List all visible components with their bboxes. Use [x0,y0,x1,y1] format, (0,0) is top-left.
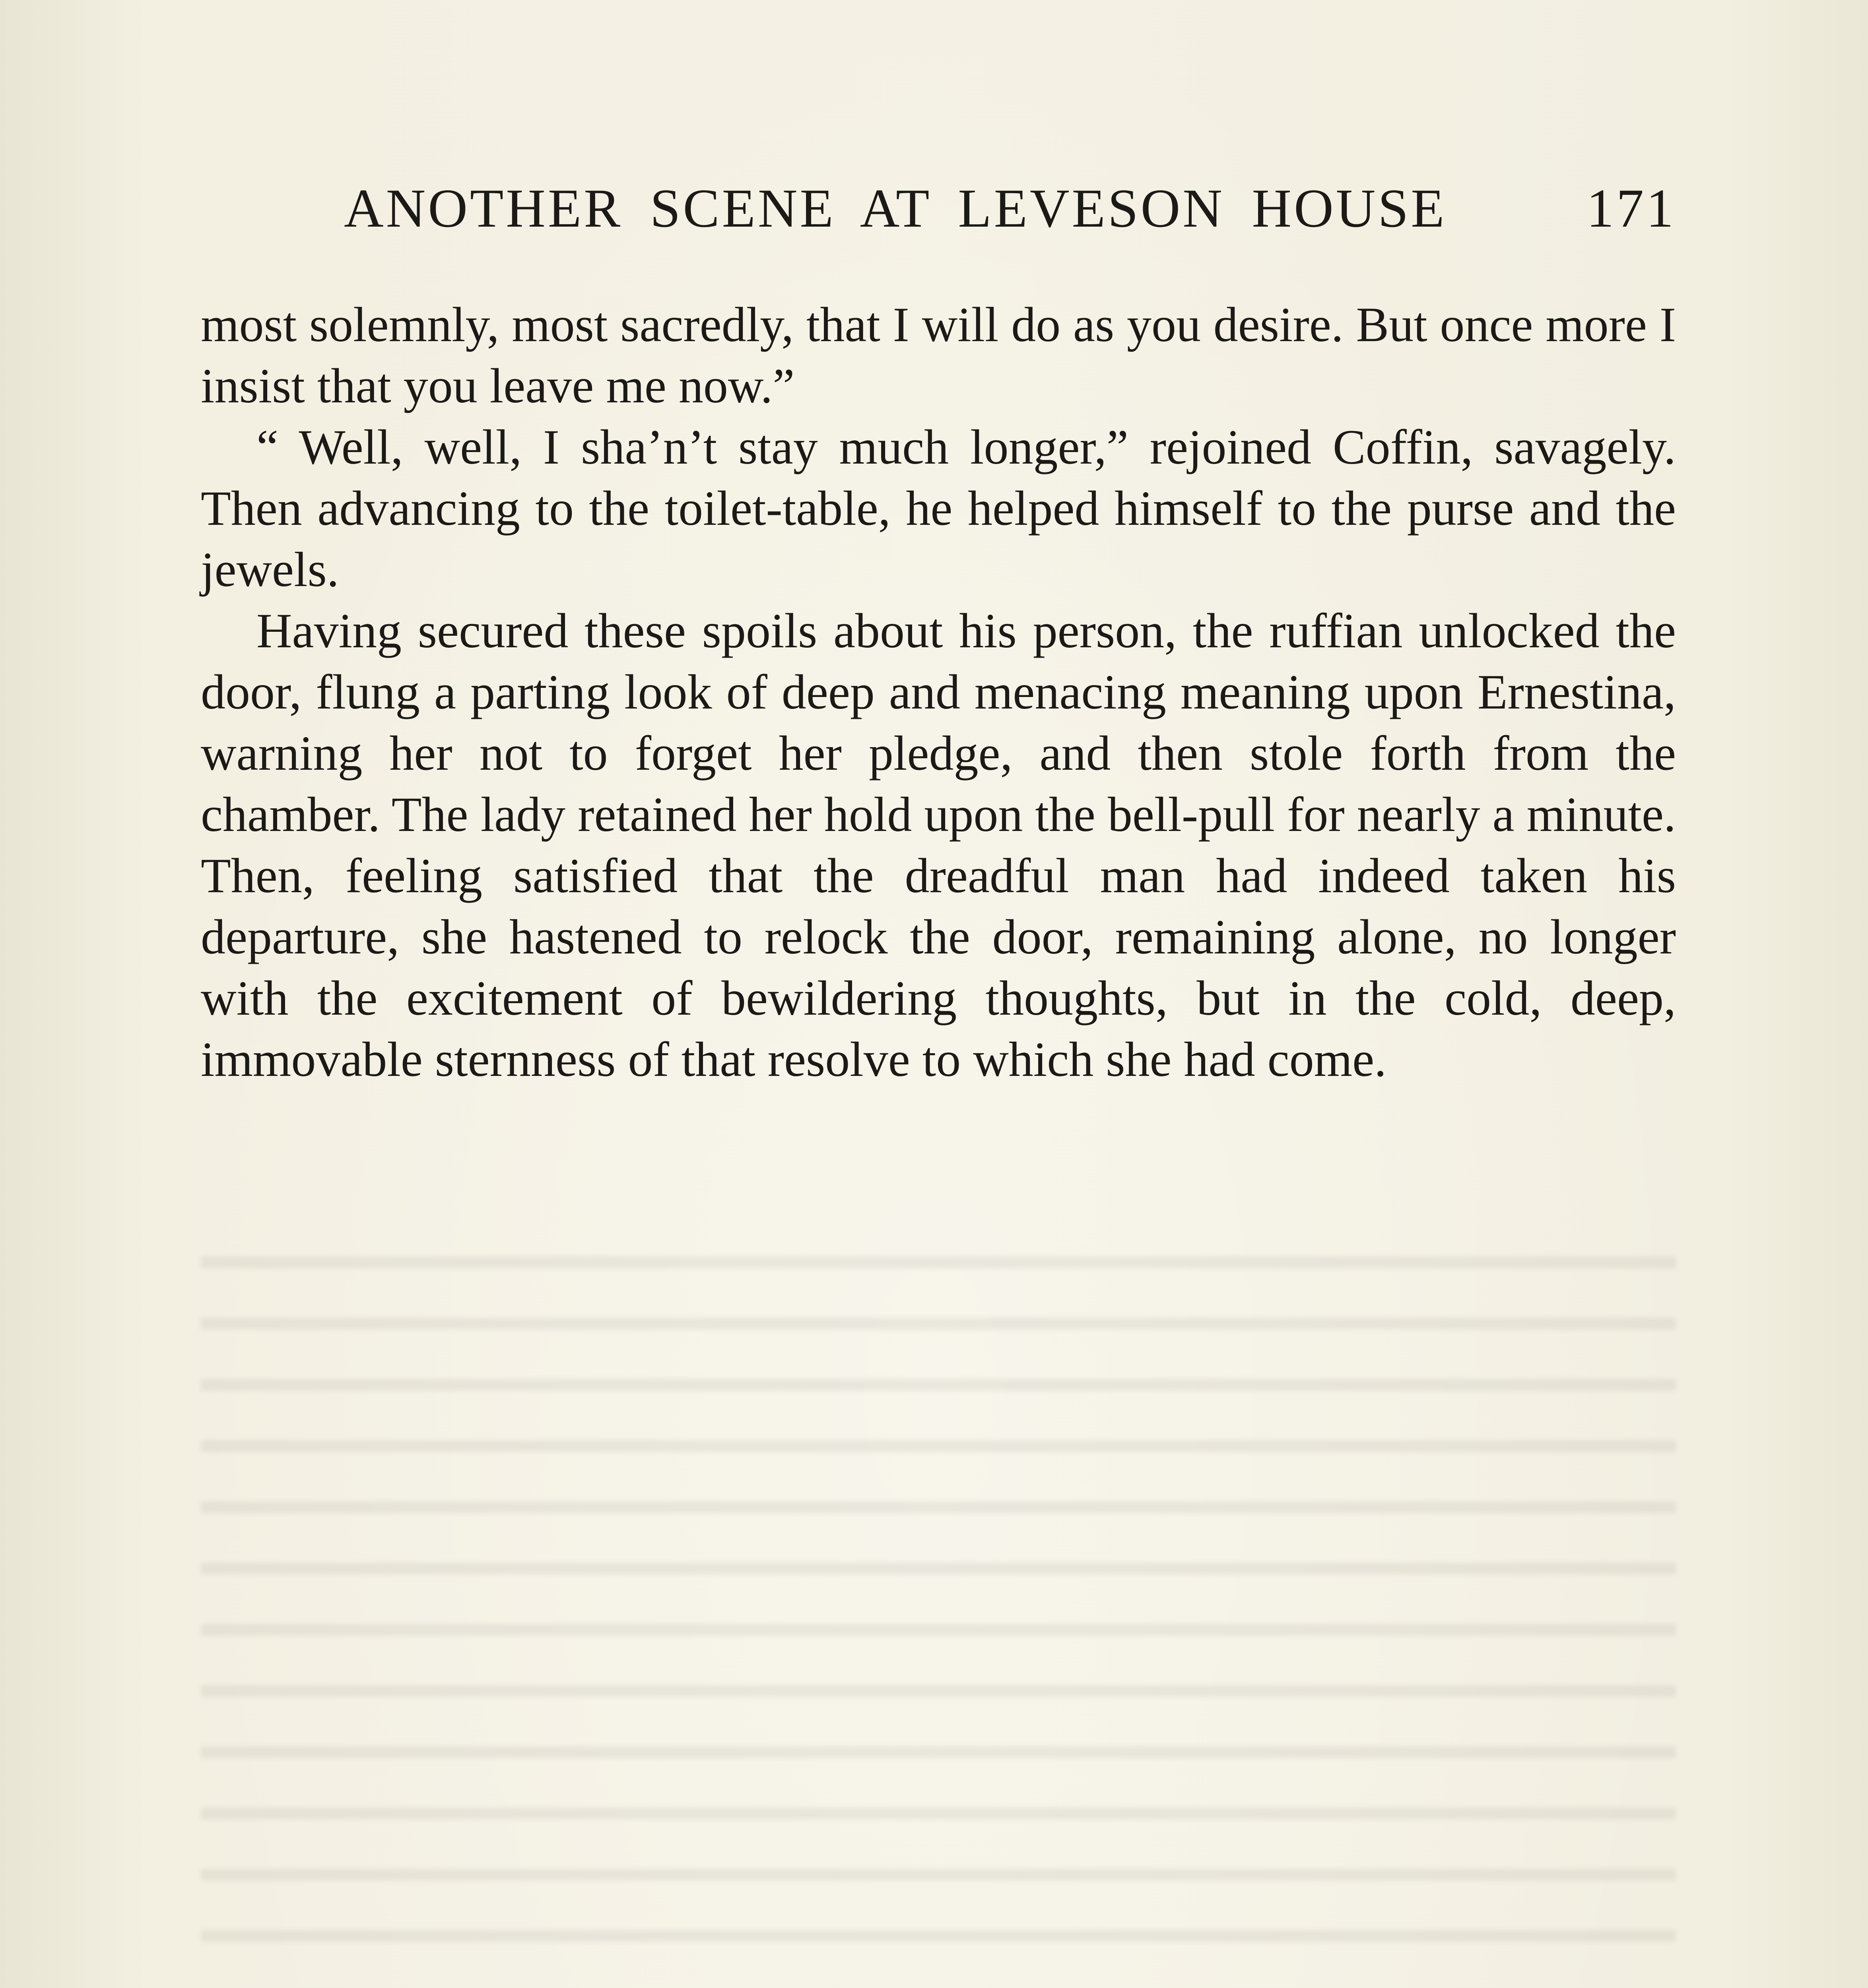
page-body [201,294,1676,1090]
running-title: ANOTHER SCENE AT LEVESON HOUSE [344,178,1447,239]
paragraph-continued: most solemnly, most sacredly, that I will do as you desire. But once more I insist that you leave me now.” [201,297,1676,413]
page-number: 171 [1586,178,1676,239]
reverse-side-show-through [201,1217,1676,1988]
paragraph: Having secured these spoils about his person, the ruffian unlocked the door, flung a parting look of deep and menacing meaning upon Ernestina, warning her not to forget her pledge, and then stole forth from the chamber. The lady retained her hold upon the bell-pull for nearly a minute. Then, feeling satisfied that the dreadful man had indeed taken his departure, she hastened to relock the door, remaining alone, no longer with the excitement of bewildering thoughts, but in the cold, deep, immovable sternness of that resolve to which she had come. [201,604,1676,1087]
running-header [201,178,1676,239]
paragraph: “ Well, well, I sha’n’t stay much longer,” rejoined Coffin, savagely. Then advancing to the toilet-table, he helped himself to the purse and the jewels. [201,420,1676,597]
